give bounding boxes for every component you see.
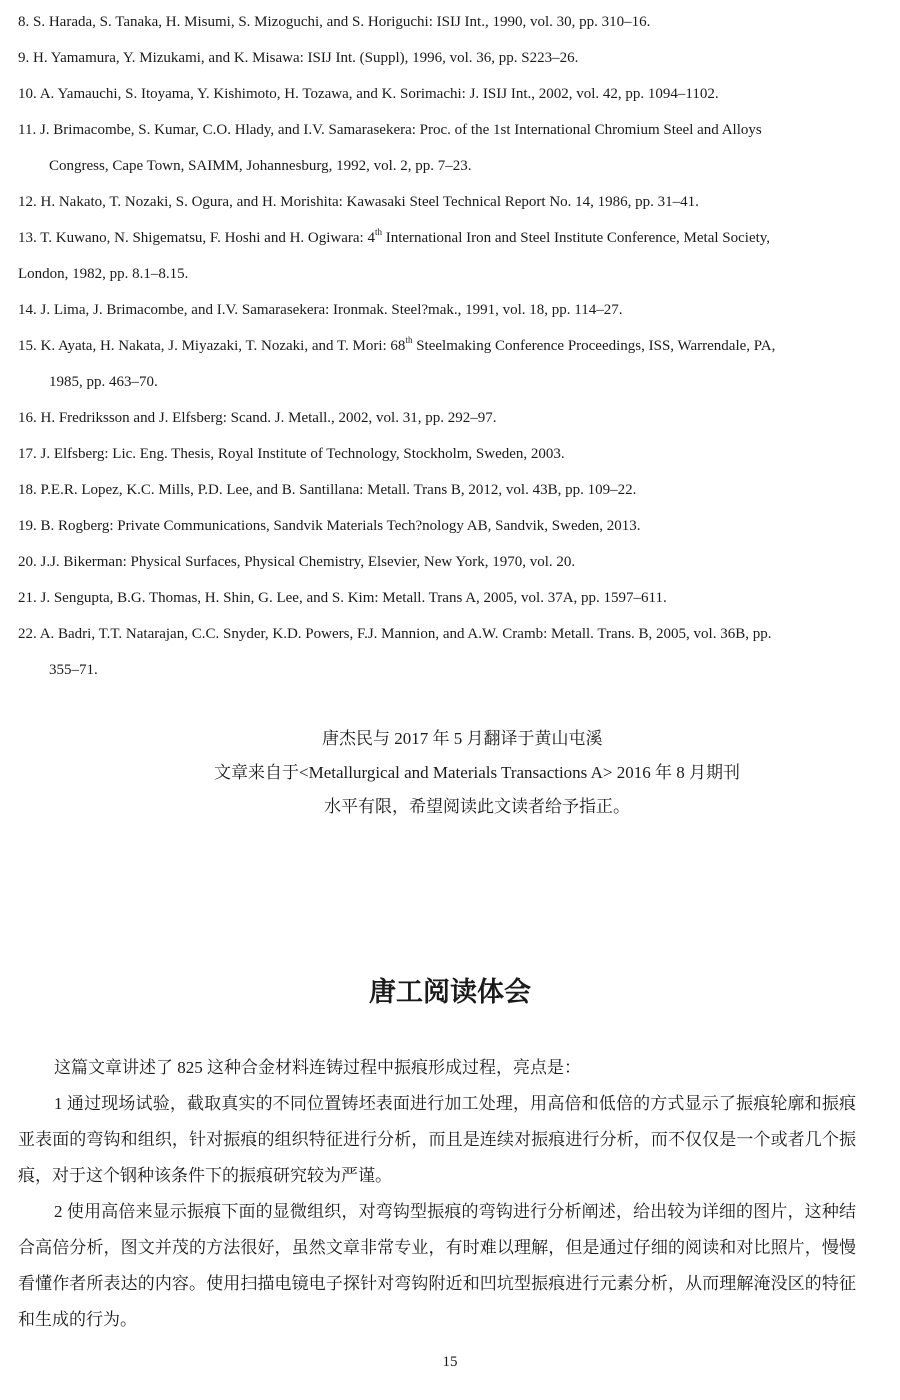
- translator-note-line: 文章来自于<Metallurgical and Materials Transactions A> 2016 年 8 月期刊: [214, 763, 740, 782]
- reference-item: 16. H. Fredriksson and J. Elfsberg: Scand. J. Metall., 2002, vol. 31, pp. 292–97.: [18, 410, 497, 426]
- reference-item: 17. J. Elfsberg: Lic. Eng. Thesis, Royal Institute of Technology, Stockholm, Sweden, 2003.: [18, 446, 565, 462]
- reference-item: 11. J. Brimacombe, S. Kumar, C.O. Hlady, and I.V. Samarasekera: Proc. of the 1st International Chromium Steel and Alloys Congress, Cape Town, SAIMM, Johannesburg, 1992, vol. 2, pp. 7–23.: [18, 112, 868, 184]
- reference-continuation: 1985, pp. 463–70.: [49, 374, 158, 390]
- reference-item: 14. J. Lima, J. Brimacombe, and I.V. Samarasekera: Ironmak. Steel?mak., 1991, vol. 18, pp. 114–27.: [18, 302, 623, 318]
- reference-continuation: Congress, Cape Town, SAIMM, Johannesburg, 1992, vol. 2, pp. 7–23.: [49, 158, 472, 174]
- reference-list: [18, 4, 868, 688]
- reference-continuation: 355–71.: [49, 662, 98, 678]
- paragraph: 2 使用高倍来显示振痕下面的显微组织，对弯钩型振痕的弯钩进行分析阐述，给出较为详细的图片，这种结合高倍分析，图文并茂的方法很好，虽然文章非常专业，有时难以理解，但是通过仔细的阅读和对比照片，慢慢看懂作者所表达的内容。使用扫描电镜电子探针对弯钩附近和凹坑型振痕进行元素分析，从而理解淹没区的特征和生成的行为。: [18, 1202, 856, 1329]
- translator-note: [214, 722, 854, 824]
- page-number: 15: [442, 1354, 458, 1370]
- reference-item: 10. A. Yamauchi, S. Itoyama, Y. Kishimoto, H. Tozawa, and K. Sorimachi: J. ISIJ Int., 2002, vol. 42, pp. 1094–1102.: [18, 86, 719, 102]
- translator-note-line: 唐杰民与 2017 年 5 月翻译于黄山屯溪: [322, 729, 603, 748]
- paragraph: 1 通过现场试验，截取真实的不同位置铸坯表面进行加工处理，用高倍和低倍的方式显示了振痕轮廓和振痕亚表面的弯钩和组织，针对振痕的组织特征进行分析，而且是连续对振痕进行分析，而不仅仅是一个或者几个振痕，对于这个钢种该条件下的振痕研究较为严谨。: [18, 1094, 856, 1185]
- reference-item: 20. J.J. Bikerman: Physical Surfaces, Physical Chemistry, Elsevier, New York, 1970, vol. 20.: [18, 554, 576, 570]
- reference-item: 19. B. Rogberg: Private Communications, Sandvik Materials Tech?nology AB, Sandvik, Sweden, 2013.: [18, 518, 641, 534]
- reference-item: 22. A. Badri, T.T. Natarajan, C.C. Snyder, K.D. Powers, F.J. Mannion, and A.W. Cramb: Metall. Trans. B, 2005, vol. 36B, pp. 355–71.: [18, 616, 868, 688]
- reference-item: 18. P.E.R. Lopez, K.C. Mills, P.D. Lee, and B. Santillana: Metall. Trans B, 2012, vol. 43B, pp. 109–22.: [18, 482, 637, 498]
- body-text: [18, 1050, 856, 1338]
- section-title: 唐工阅读体会: [369, 977, 531, 1008]
- reference-continuation: London, 1982, pp. 8.1–8.15.: [18, 266, 189, 282]
- translator-note-line: 水平有限，希望阅读此文读者给予指正。: [324, 797, 630, 816]
- reference-item: 13. T. Kuwano, N. Shigematsu, F. Hoshi and H. Ogiwara: 4th International Iron and Steel Institute Conference, Metal Society, London, 1982, pp. 8.1–8.15.: [18, 220, 868, 292]
- reference-item: 12. H. Nakato, T. Nozaki, S. Ogura, and H. Morishita: Kawasaki Steel Technical Report No. 14, 1986, pp. 31–41.: [18, 194, 699, 210]
- reference-item: 15. K. Ayata, H. Nakata, J. Miyazaki, T. Nozaki, and T. Mori: 68th Steelmaking Conference Proceedings, ISS, Warrendale, PA, 1985, pp. 463–70.: [18, 328, 868, 400]
- reference-item: 8. S. Harada, S. Tanaka, H. Misumi, S. Mizoguchi, and S. Horiguchi: ISIJ Int., 1990, vol. 30, pp. 310–16.: [18, 14, 651, 30]
- paragraph: 这篇文章讲述了 825 这种合金材料连铸过程中振痕形成过程，亮点是：: [54, 1058, 581, 1077]
- reference-item: 9. H. Yamamura, Y. Mizukami, and K. Misawa: ISIJ Int. (Suppl), 1996, vol. 36, pp. S223–26.: [18, 50, 579, 66]
- reference-item: 21. J. Sengupta, B.G. Thomas, H. Shin, G. Lee, and S. Kim: Metall. Trans A, 2005, vol. 37A, pp. 1597–611.: [18, 590, 667, 606]
